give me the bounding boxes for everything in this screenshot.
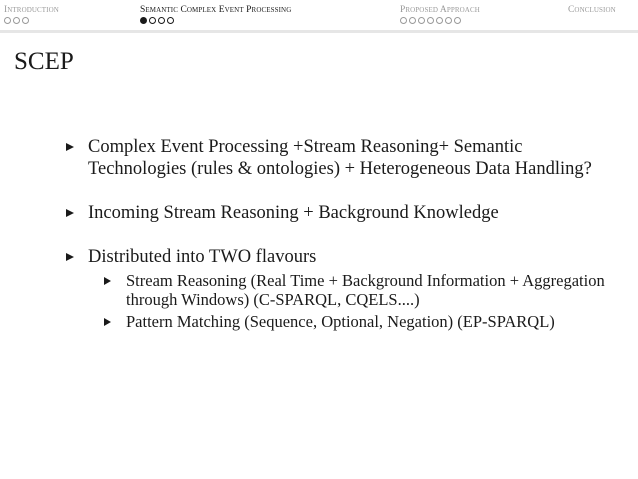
nav-dot[interactable] [167,17,174,24]
bullet-text: Distributed into TWO flavours [88,247,317,267]
nav-dot[interactable] [158,17,165,24]
sub-bullet-item [104,271,606,309]
sub-bullet-list [104,271,606,331]
nav-dot-current[interactable] [140,17,147,24]
nav-section-proposed-approach[interactable] [400,5,480,25]
bullet-item [66,136,606,180]
triangle-bullet-icon [104,277,111,285]
navigation-bar [0,0,638,30]
sub-bullet-item [104,312,606,331]
sub-bullet-text: Stream Reasoning (Real Time + Background Information + Aggregation through Windows) (C-SPARQL, CQELS....) [126,271,605,309]
bullet-item [66,246,606,331]
nav-dot[interactable] [13,17,20,24]
nav-dot[interactable] [436,17,443,24]
nav-section-title[interactable]: Semantic Complex Event Processing [140,5,292,15]
triangle-bullet-icon [66,143,74,151]
navigation-divider [0,30,638,33]
nav-section-title[interactable]: Introduction [4,5,59,15]
nav-section-semantic-complex-event-processing[interactable] [140,5,291,25]
nav-dot[interactable] [149,17,156,24]
triangle-bullet-icon [66,253,74,261]
nav-section-title[interactable]: Proposed Approach [400,5,480,15]
nav-section-dots [400,17,480,25]
nav-dot[interactable] [454,17,461,24]
nav-dot[interactable] [418,17,425,24]
bullet-text: Incoming Stream Reasoning + Background Knowledge [88,203,499,223]
nav-dot[interactable] [400,17,407,24]
slide-title: SCEP [14,48,74,75]
nav-section-introduction[interactable] [4,5,59,25]
nav-dot[interactable] [22,17,29,24]
bullet-item [66,202,606,224]
triangle-bullet-icon [66,209,74,217]
nav-section-conclusion[interactable] [568,5,616,15]
nav-dot[interactable] [427,17,434,24]
nav-dot[interactable] [409,17,416,24]
slide-content [66,136,606,331]
bullet-text: Complex Event Processing +Stream Reasoning+ Semantic Technologies (rules & ontologies) + Heterogeneous Data Handling? [88,137,592,179]
sub-bullet-text: Pattern Matching (Sequence, Optional, Negation) (EP-SPARQL) [126,312,555,331]
nav-section-dots [140,17,291,25]
triangle-bullet-icon [104,318,111,326]
nav-dot[interactable] [4,17,11,24]
nav-section-dots [4,17,59,25]
nav-section-title[interactable]: Conclusion [568,5,616,15]
nav-dot[interactable] [445,17,452,24]
